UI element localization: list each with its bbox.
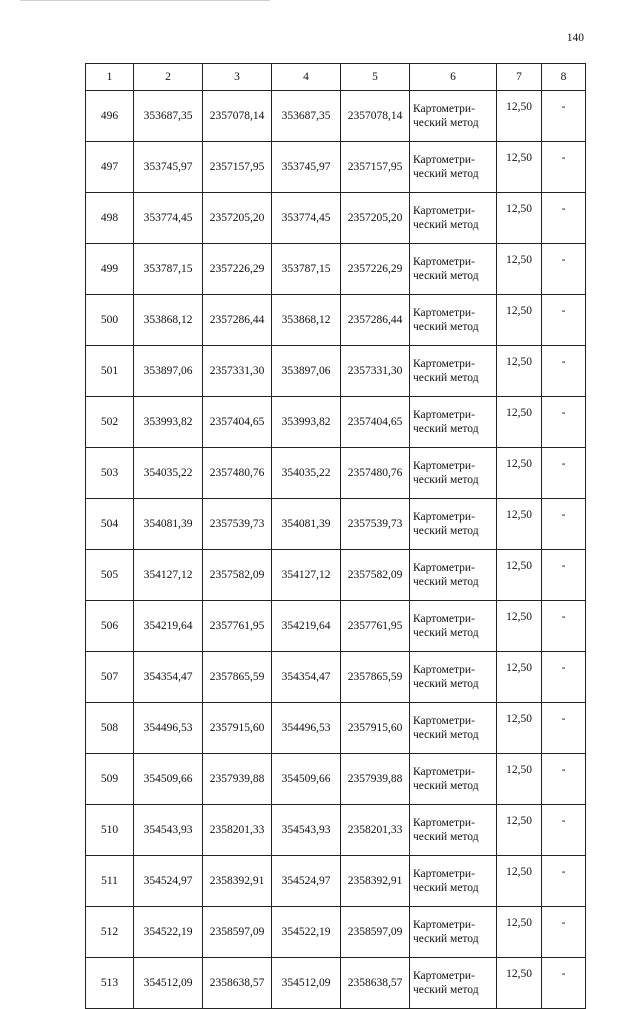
method-line-1: Картометри-	[413, 868, 475, 880]
method-cell	[410, 346, 497, 397]
method-line-2: ческий метод	[413, 729, 479, 741]
table-row	[86, 856, 586, 907]
y-coordinate-cell: 2357404,65	[203, 397, 272, 448]
x-coordinate-cell: 353897,06	[134, 346, 203, 397]
x-coordinate-cell: 354522,19	[134, 907, 203, 958]
y-coordinate-cell: 2358597,09	[203, 907, 272, 958]
y-coordinate-cell-2: 2357582,09	[341, 550, 410, 601]
error-cell: 12,50	[497, 703, 542, 754]
method-line-2: ческий метод	[413, 474, 479, 486]
point-number-cell: 498	[86, 193, 134, 244]
error-cell: 12,50	[497, 805, 542, 856]
error-cell: 12,50	[497, 448, 542, 499]
y-coordinate-cell-2: 2358392,91	[341, 856, 410, 907]
note-cell: -	[542, 244, 586, 295]
method-line-1: Картометри-	[413, 817, 475, 829]
method-cell	[410, 91, 497, 142]
point-number-cell: 512	[86, 907, 134, 958]
table-row	[86, 958, 586, 1009]
y-coordinate-cell: 2357157,95	[203, 142, 272, 193]
y-coordinate-cell: 2357286,44	[203, 295, 272, 346]
point-number-cell: 507	[86, 652, 134, 703]
x-coordinate-cell-2: 354512,09	[272, 958, 341, 1009]
point-number-cell: 504	[86, 499, 134, 550]
table-row	[86, 295, 586, 346]
x-coordinate-cell-2: 353787,15	[272, 244, 341, 295]
method-line-2: ческий метод	[413, 168, 479, 180]
method-cell	[410, 805, 497, 856]
note-cell: -	[542, 601, 586, 652]
x-coordinate-cell-2: 353745,97	[272, 142, 341, 193]
method-line-1: Картометри-	[413, 307, 475, 319]
x-coordinate-cell: 354354,47	[134, 652, 203, 703]
method-line-1: Картометри-	[413, 715, 475, 727]
point-number-cell: 510	[86, 805, 134, 856]
method-cell	[410, 958, 497, 1009]
x-coordinate-cell: 354496,53	[134, 703, 203, 754]
x-coordinate-cell-2: 354035,22	[272, 448, 341, 499]
method-cell	[410, 499, 497, 550]
x-coordinate-cell-2: 354081,39	[272, 499, 341, 550]
note-cell: -	[542, 295, 586, 346]
error-cell: 12,50	[497, 142, 542, 193]
x-coordinate-cell: 354081,39	[134, 499, 203, 550]
point-number-cell: 496	[86, 91, 134, 142]
method-line-2: ческий метод	[413, 882, 479, 894]
method-line-1: Картометри-	[413, 664, 475, 676]
y-coordinate-cell: 2357865,59	[203, 652, 272, 703]
error-cell: 12,50	[497, 499, 542, 550]
table-row	[86, 703, 586, 754]
y-coordinate-cell: 2357226,29	[203, 244, 272, 295]
x-coordinate-cell: 354127,12	[134, 550, 203, 601]
x-coordinate-cell-2: 354543,93	[272, 805, 341, 856]
point-number-cell: 511	[86, 856, 134, 907]
method-line-1: Картометри-	[413, 970, 475, 982]
error-cell: 12,50	[497, 91, 542, 142]
method-line-2: ческий метод	[413, 576, 479, 588]
note-cell: -	[542, 193, 586, 244]
error-cell: 12,50	[497, 397, 542, 448]
note-cell: -	[542, 397, 586, 448]
method-line-2: ческий метод	[413, 219, 479, 231]
y-coordinate-cell: 2358392,91	[203, 856, 272, 907]
x-coordinate-cell-2: 354524,97	[272, 856, 341, 907]
method-cell	[410, 550, 497, 601]
x-coordinate-cell: 354509,66	[134, 754, 203, 805]
note-cell: -	[542, 142, 586, 193]
x-coordinate-cell-2: 354127,12	[272, 550, 341, 601]
x-coordinate-cell: 353687,35	[134, 91, 203, 142]
method-cell	[410, 652, 497, 703]
method-cell	[410, 703, 497, 754]
point-number-cell: 499	[86, 244, 134, 295]
x-coordinate-cell-2: 354522,19	[272, 907, 341, 958]
y-coordinate-cell-2: 2357539,73	[341, 499, 410, 550]
error-cell: 12,50	[497, 244, 542, 295]
table-row	[86, 91, 586, 142]
method-line-2: ческий метод	[413, 372, 479, 384]
header-cell-4: 4	[272, 64, 341, 91]
header-cell-5: 5	[341, 64, 410, 91]
method-cell	[410, 193, 497, 244]
method-line-2: ческий метод	[413, 933, 479, 945]
point-number-cell: 497	[86, 142, 134, 193]
error-cell: 12,50	[497, 907, 542, 958]
note-cell: -	[542, 907, 586, 958]
error-cell: 12,50	[497, 550, 542, 601]
x-coordinate-cell-2: 353868,12	[272, 295, 341, 346]
error-cell: 12,50	[497, 754, 542, 805]
y-coordinate-cell: 2357915,60	[203, 703, 272, 754]
method-cell	[410, 448, 497, 499]
y-coordinate-cell-2: 2357157,95	[341, 142, 410, 193]
table-row	[86, 652, 586, 703]
table-header-row	[86, 64, 586, 91]
method-line-2: ческий метод	[413, 270, 479, 282]
x-coordinate-cell: 353787,15	[134, 244, 203, 295]
x-coordinate-cell: 353868,12	[134, 295, 203, 346]
error-cell: 12,50	[497, 958, 542, 1009]
point-number-cell: 503	[86, 448, 134, 499]
method-line-1: Картометри-	[413, 613, 475, 625]
method-line-1: Картометри-	[413, 409, 475, 421]
y-coordinate-cell-2: 2357761,95	[341, 601, 410, 652]
x-coordinate-cell: 354524,97	[134, 856, 203, 907]
header-cell-2: 2	[134, 64, 203, 91]
point-number-cell: 508	[86, 703, 134, 754]
note-cell: -	[542, 448, 586, 499]
point-number-cell: 506	[86, 601, 134, 652]
method-line-1: Картометри-	[413, 919, 475, 931]
note-cell: -	[542, 499, 586, 550]
method-line-2: ческий метод	[413, 423, 479, 435]
method-cell	[410, 601, 497, 652]
error-cell: 12,50	[497, 193, 542, 244]
y-coordinate-cell-2: 2357480,76	[341, 448, 410, 499]
y-coordinate-cell: 2357205,20	[203, 193, 272, 244]
method-cell	[410, 754, 497, 805]
method-cell	[410, 397, 497, 448]
header-cell-6: 6	[410, 64, 497, 91]
method-line-2: ческий метод	[413, 117, 479, 129]
error-cell: 12,50	[497, 601, 542, 652]
table-row	[86, 550, 586, 601]
method-line-1: Картометри-	[413, 460, 475, 472]
header-cell-8: 8	[542, 64, 586, 91]
point-number-cell: 500	[86, 295, 134, 346]
y-coordinate-cell: 2358638,57	[203, 958, 272, 1009]
method-line-2: ческий метод	[413, 780, 479, 792]
method-line-2: ческий метод	[413, 831, 479, 843]
method-line-1: Картометри-	[413, 256, 475, 268]
y-coordinate-cell-2: 2357331,30	[341, 346, 410, 397]
x-coordinate-cell: 354035,22	[134, 448, 203, 499]
table-row	[86, 601, 586, 652]
x-coordinate-cell-2: 353897,06	[272, 346, 341, 397]
method-line-1: Картометри-	[413, 154, 475, 166]
y-coordinate-cell-2: 2357404,65	[341, 397, 410, 448]
table-row	[86, 448, 586, 499]
table-row	[86, 397, 586, 448]
x-coordinate-cell: 354543,93	[134, 805, 203, 856]
error-cell: 12,50	[497, 652, 542, 703]
top-edge-rule	[20, 0, 270, 1]
x-coordinate-cell: 353745,97	[134, 142, 203, 193]
method-line-1: Картометри-	[413, 103, 475, 115]
table-row	[86, 244, 586, 295]
y-coordinate-cell-2: 2357915,60	[341, 703, 410, 754]
method-line-2: ческий метод	[413, 627, 479, 639]
x-coordinate-cell: 353993,82	[134, 397, 203, 448]
note-cell: -	[542, 91, 586, 142]
method-line-1: Картометри-	[413, 511, 475, 523]
x-coordinate-cell: 353774,45	[134, 193, 203, 244]
y-coordinate-cell: 2357078,14	[203, 91, 272, 142]
note-cell: -	[542, 805, 586, 856]
point-number-cell: 509	[86, 754, 134, 805]
y-coordinate-cell-2: 2358201,33	[341, 805, 410, 856]
y-coordinate-cell-2: 2357078,14	[341, 91, 410, 142]
y-coordinate-cell: 2358201,33	[203, 805, 272, 856]
error-cell: 12,50	[497, 295, 542, 346]
point-number-cell: 502	[86, 397, 134, 448]
note-cell: -	[542, 703, 586, 754]
x-coordinate-cell: 354512,09	[134, 958, 203, 1009]
table-row	[86, 346, 586, 397]
y-coordinate-cell: 2357582,09	[203, 550, 272, 601]
error-cell: 12,50	[497, 856, 542, 907]
method-cell	[410, 907, 497, 958]
x-coordinate-cell-2: 354219,64	[272, 601, 341, 652]
note-cell: -	[542, 550, 586, 601]
table-row	[86, 754, 586, 805]
method-line-2: ческий метод	[413, 321, 479, 333]
y-coordinate-cell: 2357939,88	[203, 754, 272, 805]
point-number-cell: 513	[86, 958, 134, 1009]
table-row	[86, 805, 586, 856]
x-coordinate-cell-2: 353774,45	[272, 193, 341, 244]
y-coordinate-cell: 2357480,76	[203, 448, 272, 499]
y-coordinate-cell-2: 2357939,88	[341, 754, 410, 805]
method-cell	[410, 856, 497, 907]
table-row	[86, 907, 586, 958]
x-coordinate-cell-2: 353993,82	[272, 397, 341, 448]
header-cell-1: 1	[86, 64, 134, 91]
table-row	[86, 499, 586, 550]
table-body	[86, 91, 586, 1009]
x-coordinate-cell-2: 354496,53	[272, 703, 341, 754]
table-row	[86, 193, 586, 244]
method-line-1: Картометри-	[413, 205, 475, 217]
method-line-2: ческий метод	[413, 984, 479, 996]
note-cell: -	[542, 346, 586, 397]
header-cell-3: 3	[203, 64, 272, 91]
y-coordinate-cell: 2357331,30	[203, 346, 272, 397]
y-coordinate-cell-2: 2357226,29	[341, 244, 410, 295]
note-cell: -	[542, 958, 586, 1009]
point-number-cell: 505	[86, 550, 134, 601]
y-coordinate-cell-2: 2358638,57	[341, 958, 410, 1009]
note-cell: -	[542, 652, 586, 703]
table-row	[86, 142, 586, 193]
method-cell	[410, 295, 497, 346]
y-coordinate-cell-2: 2357286,44	[341, 295, 410, 346]
method-line-1: Картометри-	[413, 358, 475, 370]
method-line-1: Картометри-	[413, 562, 475, 574]
method-cell	[410, 142, 497, 193]
coordinates-table	[85, 63, 586, 1009]
y-coordinate-cell-2: 2357865,59	[341, 652, 410, 703]
x-coordinate-cell-2: 354509,66	[272, 754, 341, 805]
header-cell-7: 7	[497, 64, 542, 91]
method-line-1: Картометри-	[413, 766, 475, 778]
x-coordinate-cell-2: 353687,35	[272, 91, 341, 142]
x-coordinate-cell: 354219,64	[134, 601, 203, 652]
y-coordinate-cell: 2357539,73	[203, 499, 272, 550]
method-line-2: ческий метод	[413, 678, 479, 690]
note-cell: -	[542, 754, 586, 805]
page-number: 140	[566, 32, 584, 44]
error-cell: 12,50	[497, 346, 542, 397]
y-coordinate-cell-2: 2358597,09	[341, 907, 410, 958]
method-line-2: ческий метод	[413, 525, 479, 537]
point-number-cell: 501	[86, 346, 134, 397]
y-coordinate-cell: 2357761,95	[203, 601, 272, 652]
y-coordinate-cell-2: 2357205,20	[341, 193, 410, 244]
note-cell: -	[542, 856, 586, 907]
method-cell	[410, 244, 497, 295]
x-coordinate-cell-2: 354354,47	[272, 652, 341, 703]
